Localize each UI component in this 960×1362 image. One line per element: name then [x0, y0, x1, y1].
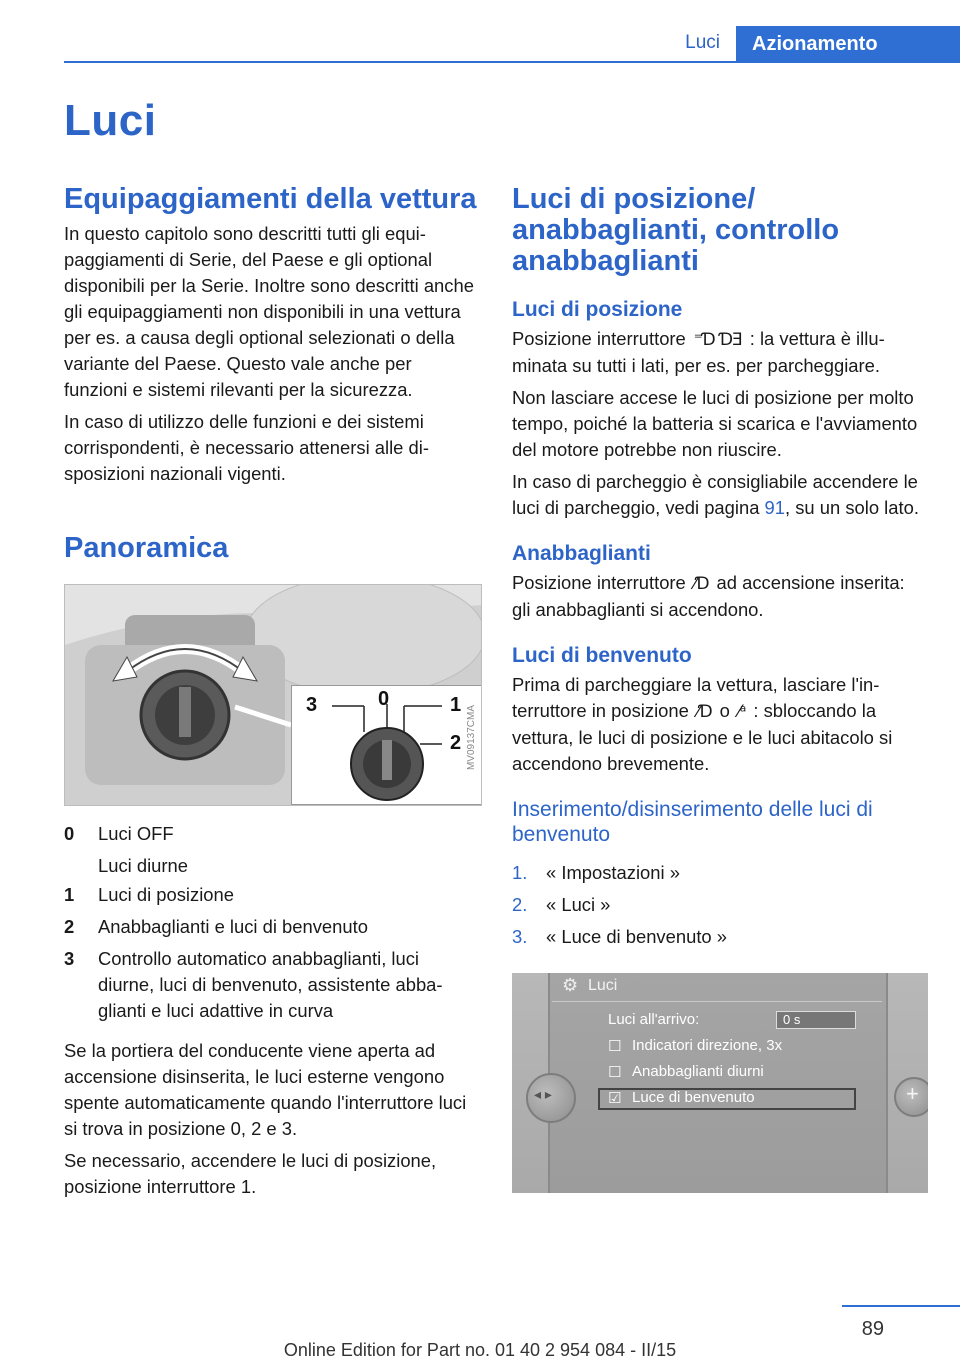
text-run: In caso di parcheggio è consigliabile accendere le luci di parcheggio, vedi pagina: [512, 471, 918, 518]
edition-note: Online Edition for Part no. 01 40 2 954 084 - II/15: [283, 1340, 677, 1360]
legend-item: [64, 850, 478, 879]
position-lights-symbol-icon: ⁼Ɗ ƊƎ: [693, 330, 742, 350]
legend-number: 2: [64, 916, 75, 937]
position-paragraph-2: Non lasciare accese le luci di posizione per molto tempo, poiché la batteria si scarica e l'avviamento del motore potrebbe non riuscire.: [512, 387, 918, 460]
screen-title: Luci: [588, 977, 618, 994]
inset-label-1: 1: [450, 694, 462, 716]
equipment-heading: Equipaggiamenti della vettura: [64, 183, 477, 215]
legend-number: 1: [64, 884, 75, 905]
switch-detail-inset: [291, 685, 482, 805]
header-chapter-tab: Azionamento: [736, 26, 960, 62]
legend-text: Controllo automatico anabbaglianti, luci diurne, luci di benvenuto, assistente abbaglianti e luci adattive in curva: [98, 948, 443, 1021]
header-rule: [64, 61, 960, 63]
light-switch-image: [64, 584, 482, 806]
equipment-paragraph-1: In questo capitolo sono descritti tutti gli equipaggiamenti di Serie, del Paese e gli optional disponibili per la Serie. Inoltre sono descritti anche gli equipaggiamenti non disponibili in una vettura per es. a causa degli optional selezionati o della variante del Paese. Questo vale anche per funzioni e sistemi rilevanti per la sicurezza.: [64, 223, 474, 400]
low-beam-symbol-icon: ⁄Ɗ: [696, 702, 712, 722]
text-run: , su un solo lato.: [785, 497, 919, 518]
text-run: Posizione interruttore: [512, 328, 686, 349]
idrive-screen-image: [512, 973, 928, 1193]
steps-list: [512, 857, 926, 953]
checkbox-icon[interactable]: ☐: [608, 1038, 622, 1055]
gear-icon: ⚙: [562, 975, 579, 995]
main-lights-heading: Luci di posizione/ anabbaglianti, controllo anabbaglianti: [512, 183, 840, 277]
legend-text: Luci diurne: [98, 855, 188, 876]
text-run: : la vettura è illuminata su tutti i lati, per es. per parcheggiare.: [512, 328, 885, 376]
text-run: ad accensione inserita: gli anabbaglianti si accendono.: [512, 572, 905, 620]
right-column: [512, 184, 926, 1193]
text-run: Posizione interruttore: [512, 572, 686, 593]
door-paragraph: Se la portiera del conducente viene aperta ad accensione disinserita, le luci esterne vengono spente automaticamente quando l'interruttore luci si trova in posizione 0, 2 e 3.: [64, 1040, 467, 1139]
auto-light-symbol-icon: ⁄ᵃ: [737, 702, 746, 722]
equipment-paragraph-2: In caso di utilizzo delle funzioni e dei sistemi corrispondenti, è necessario attenersi alle disposizioni nazionali vigenti.: [64, 411, 429, 484]
welcome-toggle-heading: Inserimento/disinserimento delle luci di benvenuto: [512, 798, 873, 846]
inset-label-3: 3: [306, 694, 318, 716]
footer-rule: [842, 1305, 960, 1307]
legend-item: [64, 911, 478, 943]
step-text: « Luce di benvenuto »: [546, 926, 727, 947]
header-section: Luci: [685, 32, 720, 53]
list-item: [512, 921, 926, 953]
position-paragraph-1: [512, 326, 926, 379]
parking-paragraph: Se necessario, accendere le luci di posizione, posizione interruttore 1.: [64, 1150, 437, 1197]
plus-icon: +: [906, 1081, 919, 1106]
step-text: « Impostazioni »: [546, 862, 680, 883]
step-number: 1.: [512, 862, 528, 883]
screen-option-daytime[interactable]: Anabbaglianti diurni: [632, 1063, 764, 1080]
list-item: [512, 889, 926, 921]
position-lights-heading: Luci di posizione: [512, 298, 683, 321]
screen-option-welcome[interactable]: Luce di benvenuto: [632, 1089, 755, 1106]
checked-checkbox-icon[interactable]: ☑: [608, 1090, 622, 1107]
page-link[interactable]: 91: [764, 497, 786, 518]
legend-text: Anabbaglianti e luci di benvenuto: [98, 916, 368, 937]
text-run: o: [719, 700, 730, 721]
left-column: [64, 184, 478, 1200]
position-paragraph-3: [512, 469, 926, 521]
overview-heading: Panoramica: [64, 532, 229, 564]
list-item: [512, 857, 926, 889]
screen-option-indicators[interactable]: Indicatori direzione, 3x: [632, 1037, 783, 1054]
legend-item: [64, 943, 478, 1024]
screen-arrival-value[interactable]: 0 s: [776, 1011, 856, 1029]
screen-separator: [552, 1001, 882, 1002]
page-title: Luci: [64, 96, 157, 145]
legend-text: Luci OFF: [98, 823, 174, 844]
screen-panel: [548, 973, 888, 1193]
welcome-lights-heading: Luci di benvenuto: [512, 644, 692, 667]
legend-number: 3: [64, 948, 75, 969]
step-text: « Luci »: [546, 894, 611, 915]
text-run: Prima di parcheggiare la vettura, lasciare l'interruttore in posizione: [512, 674, 880, 721]
step-number: 2.: [512, 894, 528, 915]
legend-number: [64, 850, 98, 879]
low-beam-heading: Anabbaglianti: [512, 542, 651, 565]
legend-item: [64, 879, 478, 911]
inset-label-2: 2: [450, 732, 462, 754]
left-right-arrows-icon: ◂ ▸: [534, 1086, 552, 1102]
screen-arrival-label: Luci all'arrivo:: [608, 1011, 700, 1028]
step-number: 3.: [512, 926, 528, 947]
legend-item: [64, 818, 478, 850]
legend-text: Luci di posizione: [98, 884, 234, 905]
inset-label-0: 0: [378, 688, 390, 710]
legend-number: 0: [64, 823, 75, 844]
welcome-paragraph: [512, 672, 926, 777]
legend-list: [64, 818, 478, 1024]
text-run: : sbloccando la vettura, le luci di posizione e le luci abitacolo si accendono brevemente.: [512, 700, 893, 774]
low-beam-symbol-icon: ⁄Ɗ: [693, 574, 709, 594]
page-number: 89: [861, 1318, 884, 1340]
checkbox-icon[interactable]: ☐: [608, 1064, 622, 1081]
image-watermark: MV09137CMA: [466, 705, 477, 771]
low-beam-paragraph: [512, 570, 926, 623]
